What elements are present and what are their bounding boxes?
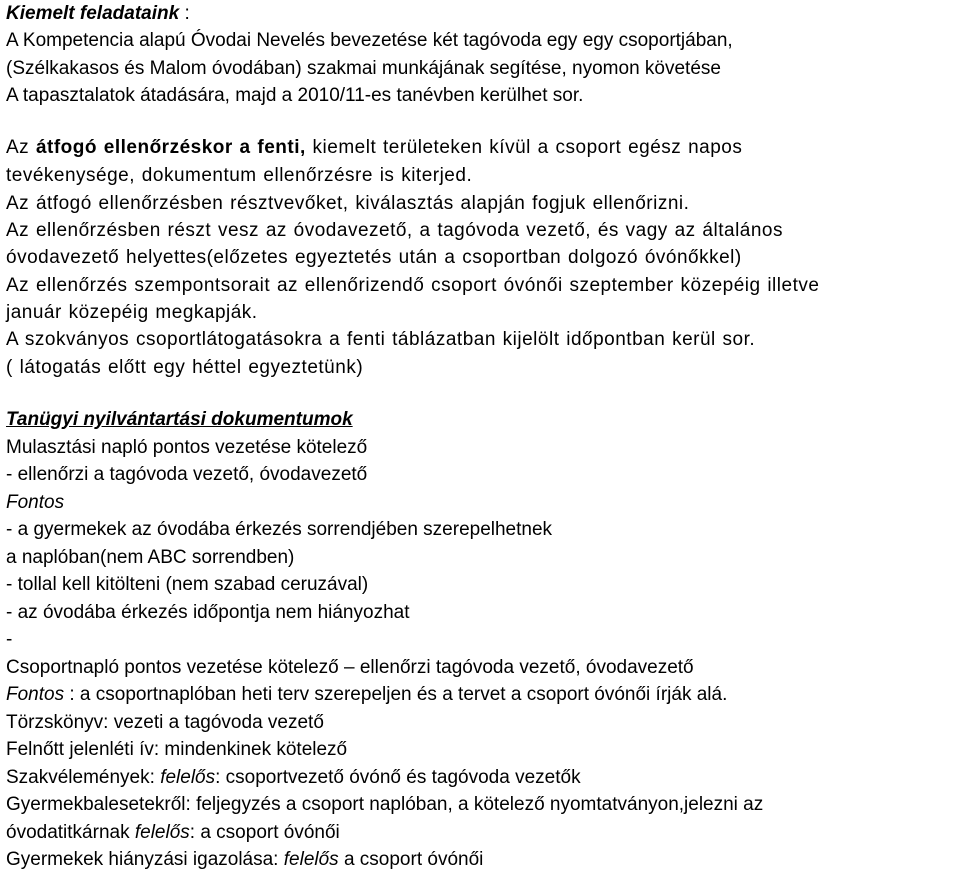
text-line: - a gyermekek az óvodába érkezés sorrendjében szerepelhetnek (6, 519, 553, 540)
italic-text: felelős (134, 822, 190, 843)
text-line: Az ellenőrzés szempontsorait az ellenőrizendő csoport óvónői szeptember közepéig illetve (6, 275, 820, 296)
text-line: a naplóban(nem ABC sorrendben) (6, 547, 295, 568)
text-span: Gyermekek hiányzási igazolása: (6, 849, 284, 870)
text-line (6, 683, 727, 707)
section-title-suffix: : (179, 3, 190, 24)
text-span: : a csoport óvónői (189, 822, 340, 843)
text-line: A tapasztalatok átadására, majd a 2010/11-es tanévben kerülhet sor. (6, 85, 584, 106)
text-line: Mulasztási napló pontos vezetése kötelező (6, 437, 368, 458)
text-line (6, 766, 581, 790)
bold-text: átfogó ellenőrzéskor a fenti, (35, 137, 306, 158)
text-line: Az átfogó ellenőrzésben résztvevőket, kiválasztás alapján fogjuk ellenőrizni. (6, 193, 690, 214)
text-line: január közepéig megkapják. (6, 302, 258, 323)
text-span: : a csoportnaplóban heti terv szerepeljen és a tervet a csoport óvónői írják alá. (64, 684, 728, 705)
text-line: - tollal kell kitölteni (nem szabad ceruzával) (6, 574, 369, 595)
text-line: Gyermekbalesetekről: feljegyzés a csoport naplóban, a kötelező nyomtatványon,jelezni az (6, 794, 764, 815)
text-span: : csoportvezető óvónő és tagóvoda vezetők (215, 767, 581, 788)
text-line: (Szélkakasos és Malom óvodában) szakmai munkájának segítése, nyomon követése (6, 58, 721, 79)
text-line: A Kompetencia alapú Óvodai Nevelés bevezetése két tagóvoda egy egy csoportjában, (6, 30, 733, 51)
text-line: óvodavezető helyettes(előzetes egyeztetés után a csoportban dolgozó óvónőkkel) (6, 247, 742, 268)
text-span: óvodatitkárnak (6, 822, 135, 843)
text-line (6, 848, 483, 872)
italic-text: felelős (283, 849, 339, 870)
text-line: - (6, 629, 13, 650)
text-span: Az (6, 137, 36, 158)
italic-label: Fontos (6, 684, 65, 705)
text-line: - az óvodába érkezés időpontja nem hiányozhat (6, 602, 410, 623)
text-line: Törzskönyv: vezeti a tagóvoda vezető (6, 712, 324, 733)
italic-text: felelős (160, 767, 216, 788)
text-span: a csoport óvónői (338, 849, 484, 870)
text-line: tevékenysége, dokumentum ellenőrzésre is kiterjed. (6, 165, 473, 186)
section-title-tanugyi: Tanügyi nyilvántartási dokumentumok (6, 409, 353, 430)
text-line: Csoportnapló pontos vezetése kötelező – ellenőrzi tagóvoda vezető, óvodavezető (6, 657, 694, 678)
section-heading-line (6, 2, 190, 26)
text-line: Az ellenőrzésben részt vesz az óvodavezető, a tagóvoda vezető, és vagy az általános (6, 220, 783, 241)
section-title-kiemelt: Kiemelt feladataink (6, 3, 180, 24)
text-line (6, 136, 742, 160)
italic-label: Fontos (6, 492, 65, 513)
text-span: Szakvélemények: (6, 767, 161, 788)
text-span: kiemelt területeken kívül a csoport egész napos (305, 137, 743, 158)
text-line: A szokványos csoportlátogatásokra a fenti táblázatban kijelölt időpontban kerül sor. (6, 329, 756, 350)
text-line: ( látogatás előtt egy héttel egyeztetünk) (6, 357, 364, 378)
text-line: Felnőtt jelenléti ív: mindenkinek kötelező (6, 739, 348, 760)
text-line: - ellenőrzi a tagóvoda vezető, óvodavezető (6, 464, 368, 485)
text-line (6, 821, 340, 845)
